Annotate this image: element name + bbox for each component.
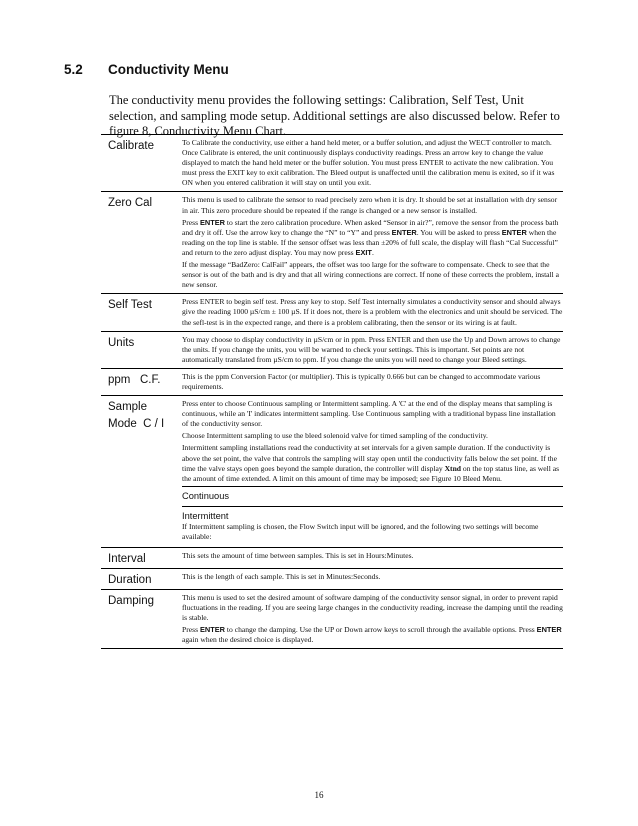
- row-description: [182, 294, 563, 331]
- row-description: [182, 590, 563, 649]
- intermittent-text: If Intermittent sampling is chosen, the Flow Switch input will be ignored, and the following two settings will become available:: [182, 521, 539, 541]
- row-label: Zero Cal: [101, 192, 182, 294]
- row-label: Self Test: [101, 294, 182, 331]
- enter-key: ENTER: [199, 217, 225, 227]
- conductivity-menu-table: [101, 134, 563, 649]
- enter-key: ENTER: [199, 625, 225, 635]
- description-paragraph: To Calibrate the conductivity, use either a hand held meter, or a buffer solution, and adjust the WECT controller to match. Once Calibrate is entered, the unit continuously displays conductivity readings. Press an arrow key to change the value displayed to match the hand held meter or the buffer solution. You must press ENTER to activate the new calibration. You must press the EXIT key to exit calibration. The Bleed output is unaffected until the calibration menu is exited, so if it was ON when you entered calibration it will stay on until you exit.: [182, 138, 555, 188]
- row-label: ppm C.F.: [101, 368, 182, 395]
- description-paragraph: Press enter to choose Continuous sampling or Intermittent sampling. A 'C' at the end of the display means that sampling is continuous, while an 'I' indicates intermittent sampling. Use Continuous sampling with a traditional bypass line installation of the conductivity sensor.: [182, 399, 556, 429]
- row-description: [182, 192, 563, 294]
- description-paragraph: Press ENTER to start the zero calibration procedure. When asked “Sensor in air?”, remove the sensor from the process bath and dry it off. Use the arrow key to change the “N” to “Y” and press ENTER. You will be asked to press ENTER when the reading on the top line is stable. If the sensor offset was less than ±20% of full scale, the display will flash “Cal Successful” and return to the zero adjust display. You may now press EXIT.: [182, 217, 559, 257]
- row-description: [182, 396, 563, 548]
- menu-row-calibrate: [101, 135, 563, 192]
- description-paragraph: This menu is used to set the desired amount of software damping of the conductivity sensor signal, in order to prevent rapid fluctuations in the reading. If you are seeing large changes in the conductivity reading, increase the damping until the reading is stable.: [182, 593, 563, 623]
- row-label: Calibrate: [101, 135, 182, 192]
- menu-row-self-test: [101, 294, 563, 331]
- intro-paragraph: The conductivity menu provides the following settings: Calibration, Self Test, Unit selection, and sampling mode setup. Additional settings are also discussed below. Refer to figure 8, Conductivity Menu Chart.: [109, 93, 560, 138]
- label-line: Mode C / I: [108, 418, 165, 431]
- menu-row-zero-cal: [101, 192, 563, 294]
- xtnd-indicator: Xtnd: [444, 463, 462, 473]
- row-description: [182, 135, 563, 192]
- row-description: [182, 368, 563, 395]
- row-label: [101, 396, 182, 548]
- menu-row-ppm-cf: [101, 368, 563, 395]
- description-paragraph: This is the ppm Conversion Factor (or multiplier). This is typically 0.666 but can be changed to accommodate various requirements.: [182, 371, 541, 391]
- section-number: 5.2: [64, 62, 83, 77]
- menu-row-damping: [101, 590, 563, 649]
- menu-row-interval: [101, 548, 563, 569]
- label-line: Sample: [108, 401, 147, 414]
- section-title: Conductivity Menu: [108, 62, 229, 77]
- continuous-label: Continuous: [182, 490, 230, 501]
- description-paragraph: This sets the amount of time between samples. This is set in Hours:Minutes.: [182, 551, 414, 560]
- description-paragraph: This is the length of each sample. This is set in Minutes:Seconds.: [182, 572, 381, 581]
- description-paragraph: If the message “BadZero: CalFail” appears, the offset was too large for the software to compensate. Check to see that the sensor is out of the bath and is dry and that all wiring connections are correct. If none of these corrects the problem, install a new sensor.: [182, 260, 560, 290]
- description-paragraph: This menu is used to calibrate the sensor to read precisely zero when it is dry. It should be set at installation with dry sensor in air. This zero procedure should be repeated if the range is changed or a new sensor is installed.: [182, 195, 558, 215]
- enter-key: ENTER: [391, 227, 417, 237]
- row-label: Duration: [101, 569, 182, 590]
- description-paragraph: Press ENTER to begin self test. Press any key to stop. Self Test internally simulates a conductivity sensor and should always give the reading 1000 µS/cm ± 100 µS. If it does not, there is a problem with the electronics and unit should be serviced. The the sefl-test is in the expected range, and there is a problem calibrating, then the sensor or its wiring is at fault.: [182, 297, 563, 327]
- enter-key: ENTER: [501, 227, 527, 237]
- description-paragraph: Intermittent sampling installations read the conductivity at set intervals for a given sample duration. If the conductivity is above the set point, the valve that controls the sampling will stay open until the conductivity falls below the set point. If the time the valve stays open goes beyond the sample duration, the controller will display Xtnd on the top status line, as well as the amount of time extended. A limit on this amount of time may be imposed; see Figure 10 Bleed Menu.: [182, 443, 560, 483]
- continuous-option: [182, 486, 563, 504]
- row-description: [182, 569, 563, 590]
- row-description: [182, 331, 563, 368]
- row-label: Interval: [101, 548, 182, 569]
- row-label: Damping: [101, 590, 182, 649]
- exit-key: EXIT: [355, 247, 372, 257]
- description-paragraph: You may choose to display conductivity in µS/cm or in ppm. Press ENTER and then use the Up and Down arrows to change the units. If you change the units, you will be warned to check your settings. This is important. Set points are not automatically translated from µS/cm to ppm. If you change the units you will need to change your Bleed settings.: [182, 334, 561, 364]
- menu-row-sample-mode: [101, 396, 563, 548]
- menu-row-units: [101, 331, 563, 368]
- intermittent-option: [182, 506, 563, 544]
- description-paragraph: Choose Intermittent sampling to use the bleed solenoid valve for timed sampling of the conductivity.: [182, 431, 488, 441]
- page-number: 16: [314, 790, 324, 800]
- description-paragraph: Press ENTER to change the damping. Use the UP or Down arrow keys to scroll through the available options. Press ENTER again when the desired choice is displayed.: [182, 625, 562, 645]
- menu-row-duration: [101, 569, 563, 590]
- row-label: Units: [101, 331, 182, 368]
- intermittent-label: Intermittent: [182, 510, 229, 521]
- enter-key: ENTER: [536, 625, 562, 635]
- row-description: [182, 548, 563, 569]
